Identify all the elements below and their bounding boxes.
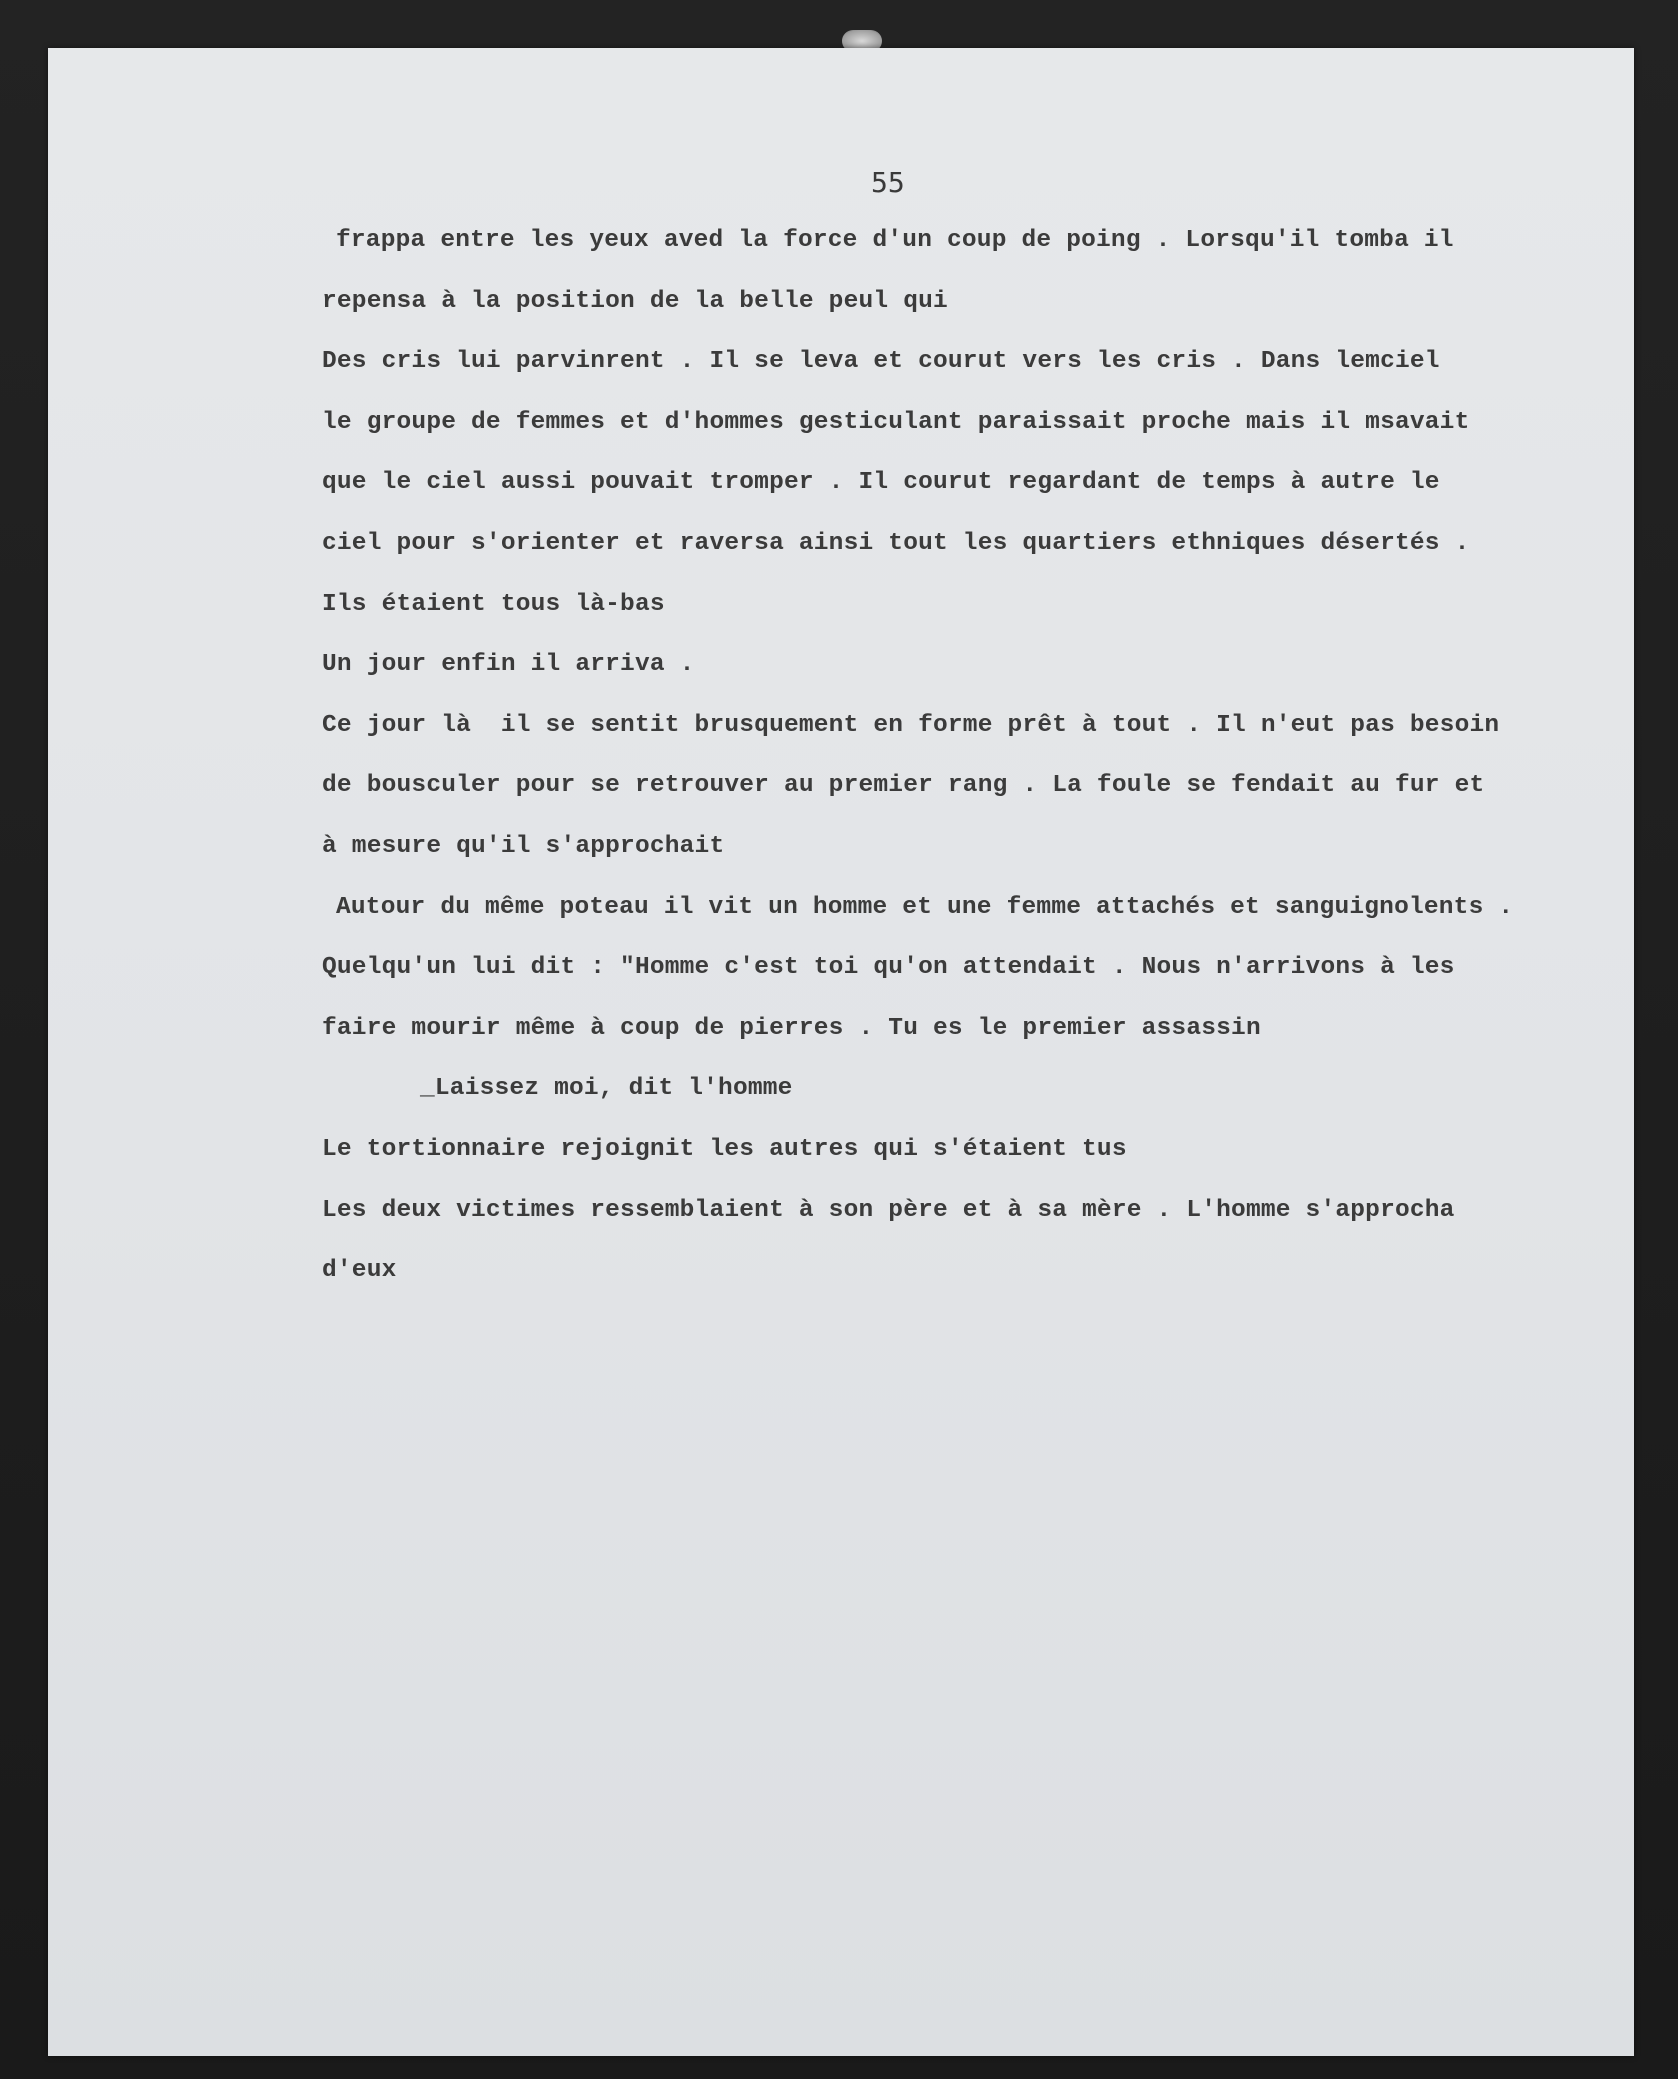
text-line: faire mourir même à coup de pierres . Tu es le premier assassin xyxy=(322,1014,1261,1042)
text-line: Des cris lui parvinrent . Il se leva et courut vers les cris . Dans lemciel xyxy=(322,348,1440,376)
text-line: de bousculer pour se retrouver au premier rang . La foule se fendait au fur et xyxy=(322,772,1485,800)
page-number: 55 xyxy=(871,166,905,199)
text-line: Ce jour là il se sentit brusquement en forme prêt à tout . Il n'eut pas besoin xyxy=(322,711,1500,739)
text-line: Quelqu'un lui dit : "Homme c'est toi qu'on attendait . Nous n'arrivons à les xyxy=(322,954,1455,982)
text-line: frappa entre les yeux aved la force d'un coup de poing . Lorsqu'il tomba il xyxy=(336,227,1454,254)
text-line: que le ciel aussi pouvait tromper . Il courut regardant de temps à autre le xyxy=(322,469,1440,497)
text-line: _Laissez moi, dit l'homme xyxy=(420,1075,793,1103)
text-line: d'eux xyxy=(322,1257,397,1285)
text-line: ciel pour s'orienter et raversa ainsi tout les quartiers ethniques désertés . xyxy=(322,529,1470,557)
text-line: le groupe de femmes et d'hommes gesticulant paraissait proche mais il msavait xyxy=(322,408,1470,436)
page-body xyxy=(322,218,1622,1309)
text-line: repensa à la position de la belle peul qui xyxy=(322,287,948,315)
text-line: Autour du même poteau il vit un homme et une femme attachés et sanguignolents . xyxy=(336,893,1514,921)
text-line: Le tortionnaire rejoignit les autres qui s'étaient tus xyxy=(322,1135,1127,1163)
text-line: Ils étaient tous là-bas xyxy=(322,590,665,618)
text-line: Un jour enfin il arriva . xyxy=(322,651,695,679)
text-line: Les deux victimes ressemblaient à son père et à sa mère . L'homme s'approcha xyxy=(322,1196,1455,1224)
text-line: à mesure qu'il s'approchait xyxy=(322,832,725,860)
